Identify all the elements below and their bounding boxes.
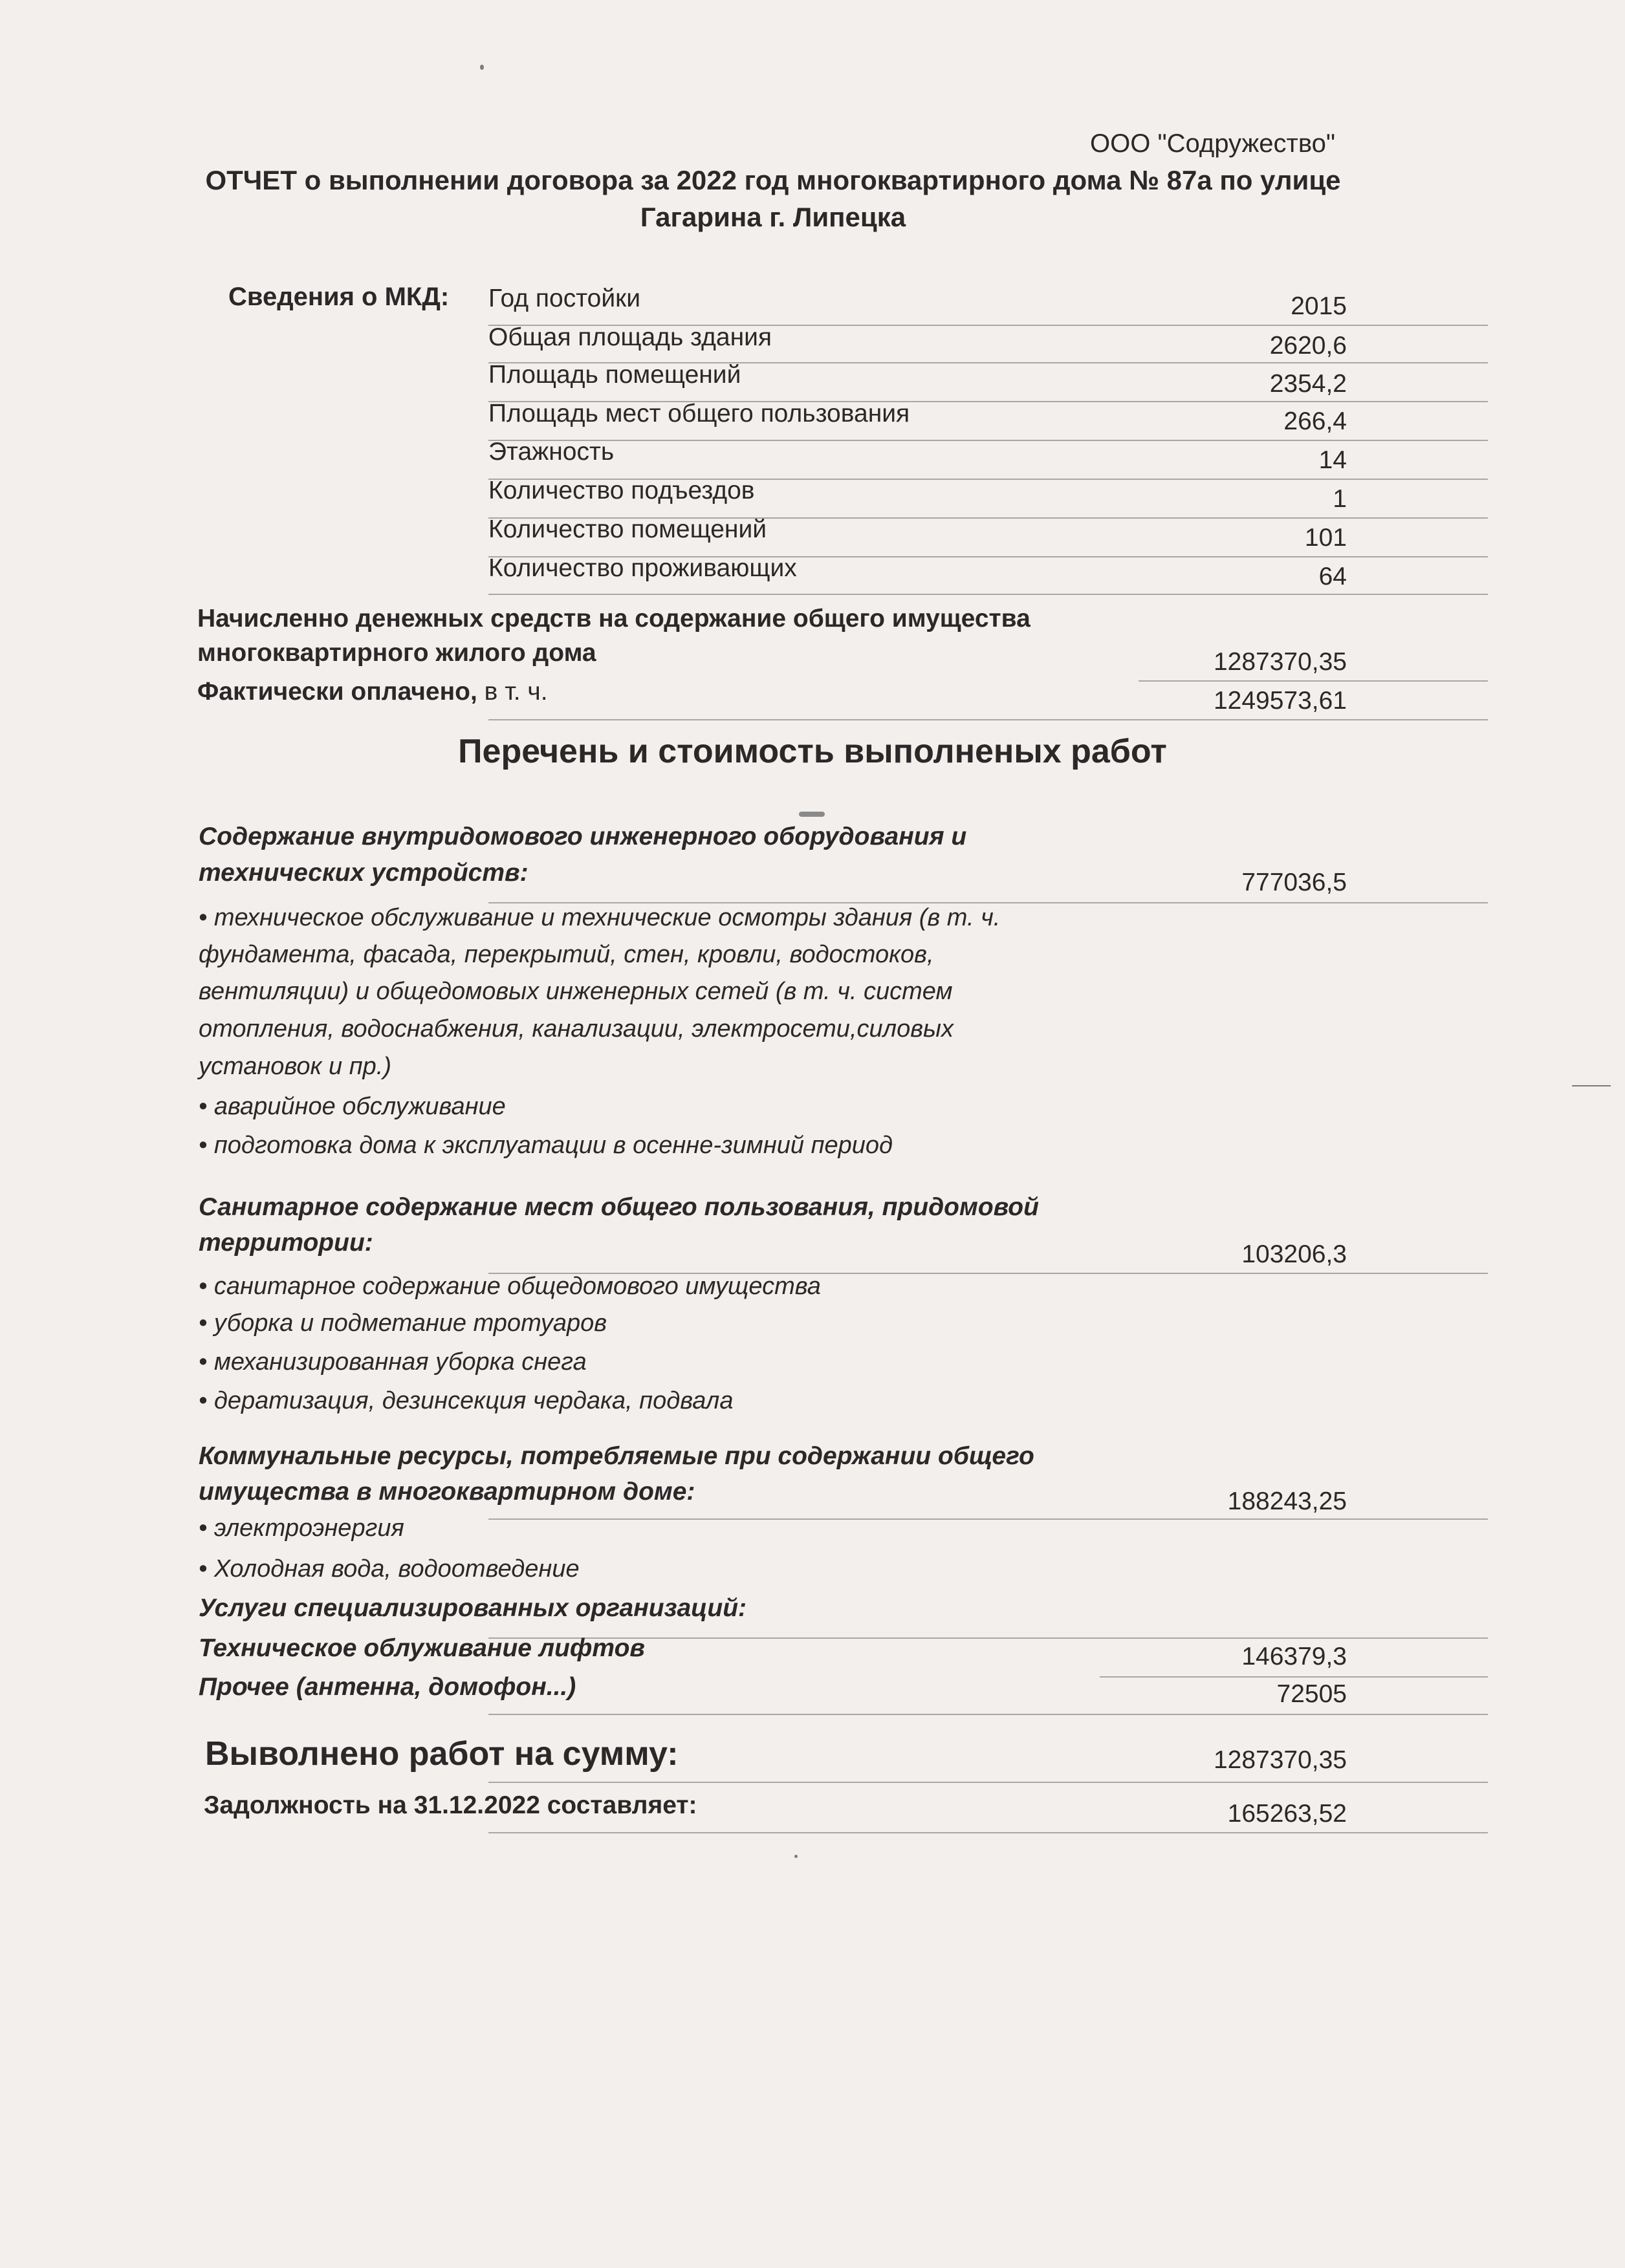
- section-value: 777036,5: [1241, 869, 1347, 896]
- paid-label: [197, 678, 548, 706]
- mkd-row-label: Общая площадь здания: [488, 323, 772, 351]
- section-title: Коммунальные ресурсы, потребляемые при содержании общего: [199, 1442, 1034, 1470]
- mkd-row-label: Площадь мест общего пользования: [488, 400, 910, 427]
- section-title: имущества в многоквартирном доме:: [199, 1478, 695, 1506]
- other-label: Прочее (антенна, домофон...): [199, 1673, 576, 1701]
- list-item: установок и пр.): [199, 1053, 391, 1080]
- mkd-row-value: 2620,6: [1269, 332, 1347, 360]
- accrued-label-line2: многоквартирного жилого дома: [197, 639, 596, 667]
- row-divider: [488, 1832, 1488, 1833]
- row-divider: [488, 1782, 1488, 1783]
- mkd-row-value: 266,4: [1283, 407, 1347, 435]
- list-item: вентиляции) и общедомовых инженерных сетей (в т. ч. систем: [199, 978, 953, 1005]
- row-divider: [488, 902, 1488, 903]
- list-item: фундамента, фасада, перекрытий, стен, кровли, водостоков,: [199, 941, 934, 968]
- scan-speck: [794, 1855, 798, 1858]
- mkd-row-value: 1: [1333, 485, 1347, 513]
- mkd-row-value: 2015: [1291, 292, 1347, 320]
- section-value: 188243,25: [1227, 1487, 1347, 1515]
- mkd-row-label: Площадь помещений: [488, 361, 741, 389]
- list-item: отопления, водоснабжения, канализации, электросети,силовых: [199, 1015, 954, 1042]
- accrued-label-line1: Начисленно денежных средств на содержание общего имущества: [197, 605, 1031, 632]
- list-item: • электроэнергия: [199, 1515, 404, 1542]
- mkd-row-label: Этажность: [488, 438, 615, 466]
- section-value: 103206,3: [1241, 1240, 1347, 1268]
- scan-speck: [480, 65, 484, 70]
- scan-smudge: [799, 812, 825, 817]
- row-divider: [488, 1714, 1488, 1715]
- row-divider: [488, 719, 1488, 720]
- debt-value: 165263,52: [1227, 1800, 1347, 1828]
- lifts-value: 146379,3: [1241, 1643, 1347, 1670]
- list-item: • механизированная уборка снега: [199, 1348, 587, 1376]
- works-total-label: Выволнено работ на сумму:: [205, 1735, 679, 1773]
- mkd-row-label: Год постойки: [488, 285, 640, 312]
- row-divider: [1100, 1676, 1488, 1678]
- mkd-row-label: Количество помещений: [488, 515, 767, 543]
- report-title-line2: Гагарина г. Липецка: [640, 202, 906, 232]
- list-item: • техническое обслуживание и технические осмотры здания (в т. ч.: [199, 904, 1001, 931]
- row-divider: [1139, 680, 1488, 682]
- mkd-info-label: Сведения о МКД:: [228, 283, 450, 311]
- section-title: технических устройств:: [199, 859, 529, 887]
- organization-name: ООО "Содружество": [1090, 129, 1336, 158]
- paid-value: 1249573,61: [1213, 687, 1347, 715]
- mkd-row-value: 14: [1318, 446, 1347, 474]
- paid-label-suffix: в т. ч.: [484, 678, 548, 706]
- row-divider: [488, 1518, 1488, 1520]
- mkd-row-value: 64: [1318, 563, 1347, 590]
- list-item: • уборка и подметание тротуаров: [199, 1310, 607, 1337]
- list-item: • Холодная вода, водоотведение: [199, 1555, 580, 1582]
- mkd-row-label: Количество проживающих: [488, 554, 797, 582]
- special-services-title: Услуги специализированных организаций:: [199, 1594, 747, 1622]
- section-title: Санитарное содержание мест общего пользования, придомовой: [199, 1193, 1039, 1221]
- row-divider: [488, 594, 1488, 595]
- paid-label-main: Фактически оплачено,: [197, 678, 477, 706]
- list-item: • подготовка дома к эксплуатации в осенне-зимний период: [199, 1132, 893, 1159]
- section-title: территории:: [199, 1229, 373, 1257]
- other-value: 72505: [1276, 1680, 1347, 1708]
- mkd-row-label: Количество подъездов: [488, 477, 755, 504]
- list-item: • аварийное обслуживание: [199, 1093, 506, 1120]
- report-title-line1: ОТЧЕТ о выполнении договора за 2022 год многоквартирного дома № 87а по улице: [205, 165, 1341, 195]
- accrued-value: 1287370,35: [1213, 648, 1347, 676]
- lifts-label: Техническое облуживание лифтов: [199, 1634, 645, 1662]
- list-item: • дератизация, дезинсекция чердака, подвала: [199, 1387, 734, 1414]
- mkd-row-value: 101: [1304, 524, 1347, 552]
- debt-label: Задолжность на 31.12.2022 составляет:: [204, 1791, 697, 1819]
- list-item: • санитарное содержание общедомового имущества: [199, 1273, 821, 1300]
- mkd-row-value: 2354,2: [1269, 370, 1347, 398]
- section-title: Содержание внутридомового инженерного оборудования и: [199, 823, 967, 850]
- works-heading: Перечень и стоимость выполненых работ: [458, 733, 1167, 770]
- row-divider: [488, 440, 1488, 441]
- works-total-value: 1287370,35: [1213, 1746, 1347, 1774]
- scan-mark: [1572, 1085, 1611, 1086]
